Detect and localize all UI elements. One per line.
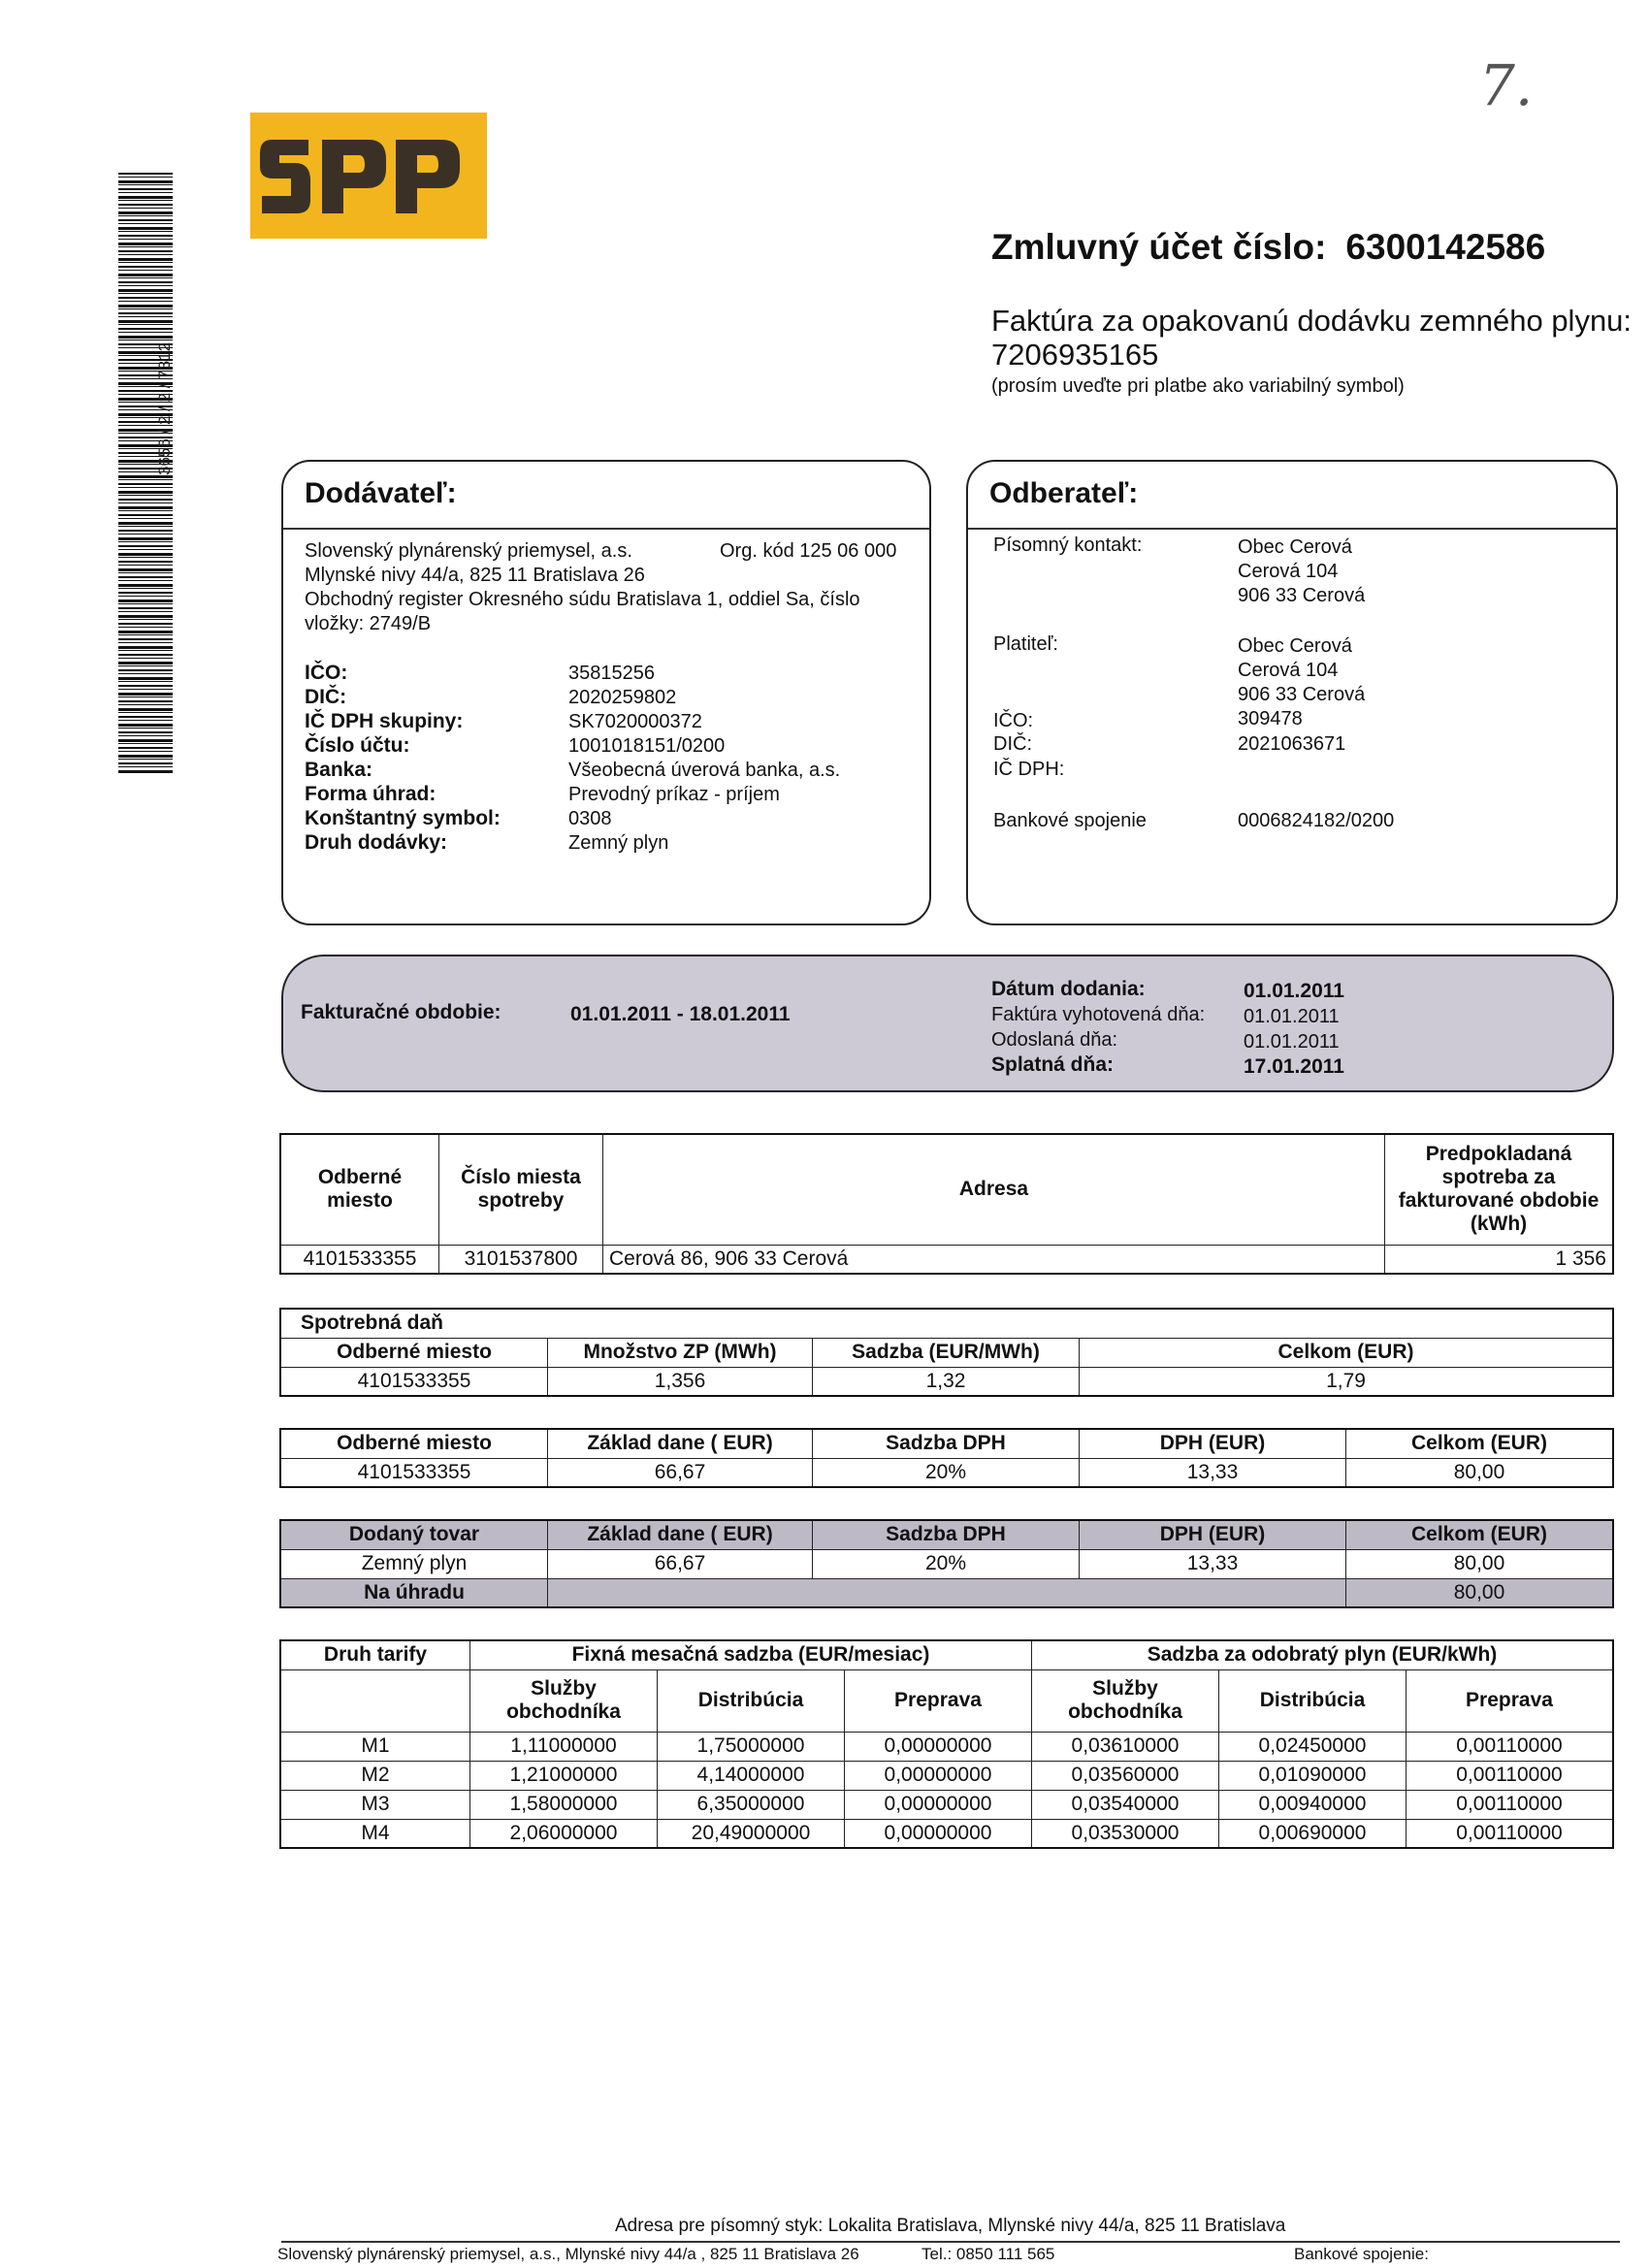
fixed-transport: 0,00000000 xyxy=(845,1790,1032,1819)
rate-merchant: 0,03540000 xyxy=(1032,1790,1219,1819)
customer-ico-label: IČO: xyxy=(993,710,1034,731)
fixed-merchant: 1,21000000 xyxy=(470,1761,658,1790)
customer-icdph-label: IČ DPH: xyxy=(993,759,1065,780)
supplier-account: 1001018151/0200 xyxy=(568,735,726,757)
vat-amount: 13,33 xyxy=(1080,1458,1346,1487)
customer-dic-label: DIČ: xyxy=(993,733,1032,755)
contact-label: Písomný kontakt: xyxy=(993,535,1143,556)
header-goods: Dodaný tovar xyxy=(280,1520,548,1549)
customer-bank: 0006824182/0200 xyxy=(1238,810,1395,831)
tariff-row xyxy=(280,1732,1613,1761)
header-spot-number: Číslo miesta spotreby xyxy=(439,1134,603,1245)
rate-transport: 0,00110000 xyxy=(1406,1761,1614,1790)
vat-table xyxy=(279,1428,1614,1488)
header-rate: Sadzba (EUR/MWh) xyxy=(813,1338,1080,1367)
spot-number: 3101537800 xyxy=(439,1245,603,1274)
customer-title: Odberateľ: xyxy=(989,477,1139,509)
spp-logo xyxy=(250,113,487,239)
divider xyxy=(283,528,929,530)
rate-transport: 0,00110000 xyxy=(1406,1790,1614,1819)
barcode-code: 3656 / 2 / 2 / 7312 xyxy=(155,341,174,475)
rate-merchant: 0,03530000 xyxy=(1032,1819,1219,1848)
fixed-distribution: 20,49000000 xyxy=(658,1819,845,1848)
header-distribution: Distribúcia xyxy=(658,1669,845,1732)
fixed-distribution: 4,14000000 xyxy=(658,1761,845,1790)
contact-line: Cerová 104 xyxy=(1238,561,1339,582)
supplier-field-label: Konštantný symbol: xyxy=(305,807,501,829)
supplier-field-label: Číslo účtu: xyxy=(305,734,410,757)
fixed-merchant: 1,58000000 xyxy=(470,1790,658,1819)
handwritten-mark: 7. xyxy=(1479,52,1534,118)
goods-table xyxy=(279,1519,1614,1608)
header-tax-base: Základ dane ( EUR) xyxy=(548,1520,813,1549)
issued-date: 01.01.2011 xyxy=(1244,1006,1340,1027)
header-site: Odberné miesto xyxy=(280,1338,548,1367)
issued-label: Faktúra vyhotovená dňa: xyxy=(991,1004,1206,1025)
header-address: Adresa xyxy=(603,1134,1385,1245)
rate-distribution: 0,00940000 xyxy=(1219,1790,1406,1819)
footer-bank-label: Bankové spojenie: xyxy=(1294,2245,1429,2263)
empty-header xyxy=(280,1669,470,1732)
supplier-box xyxy=(281,460,931,925)
tariff-name: M3 xyxy=(280,1790,470,1819)
tariff-name: M4 xyxy=(280,1819,470,1848)
payer-line: 906 33 Cerová xyxy=(1238,684,1366,705)
header-vat: DPH (EUR) xyxy=(1080,1429,1346,1458)
footer-address: Adresa pre písomný styk: Lokalita Bratislava, Mlynské nivy 44/a, 825 11 Bratislava xyxy=(615,2216,1286,2236)
header-vat: DPH (EUR) xyxy=(1080,1520,1346,1549)
delivery-date: 01.01.2011 xyxy=(1244,980,1344,1002)
excise-tax-table xyxy=(279,1308,1614,1397)
amount-due: 80,00 xyxy=(1346,1578,1614,1607)
fixed-transport: 0,00000000 xyxy=(845,1819,1032,1848)
contract-number: 6300142586 xyxy=(1345,227,1546,267)
site-address: Cerová 86, 906 33 Cerová xyxy=(603,1245,1385,1274)
goods-name: Zemný plyn xyxy=(280,1549,548,1578)
vat-amount: 13,33 xyxy=(1080,1549,1346,1578)
total-amount: 80,00 xyxy=(1346,1458,1614,1487)
footer-divider xyxy=(281,2241,1620,2243)
fixed-merchant: 1,11000000 xyxy=(470,1732,658,1761)
supplier-field-label: Banka: xyxy=(305,759,373,781)
due-label: Splatná dňa: xyxy=(991,1053,1115,1076)
excise-total: 1,79 xyxy=(1080,1367,1614,1396)
tariff-name: M1 xyxy=(280,1732,470,1761)
fixed-merchant: 2,06000000 xyxy=(470,1819,658,1848)
tariff-table xyxy=(279,1639,1614,1849)
header-total: Celkom (EUR) xyxy=(1080,1338,1614,1367)
supplier-constant-symbol: 0308 xyxy=(568,808,612,829)
invoice-title: Faktúra za opakovanú dodávku zemného plynu: xyxy=(991,304,1633,338)
header-fixed-rate: Fixná mesačná sadzba (EUR/mesiac) xyxy=(470,1640,1032,1669)
header-total: Celkom (EUR) xyxy=(1346,1429,1614,1458)
due-date: 17.01.2011 xyxy=(1244,1055,1344,1078)
supplier-address: Mlynské nivy 44/a, 825 11 Bratislava 26 xyxy=(305,565,645,586)
header-total: Celkom (EUR) xyxy=(1346,1520,1614,1549)
excise-rate: 1,32 xyxy=(813,1367,1080,1396)
footer-company: Slovenský plynárenský priemysel, a.s., Mlynské nivy 44/a , 825 11 Bratislava 26 xyxy=(277,2245,859,2263)
payer-line: Obec Cerová xyxy=(1238,635,1352,657)
rate-distribution: 0,02450000 xyxy=(1219,1732,1406,1761)
supplier-title: Dodávateľ: xyxy=(305,477,457,509)
fixed-distribution: 6,35000000 xyxy=(658,1790,845,1819)
customer-box xyxy=(966,460,1618,925)
header-transport: Preprava xyxy=(845,1669,1032,1732)
supplier-name: Slovenský plynárenský priemysel, a.s. xyxy=(305,540,632,562)
contact-line: Obec Cerová xyxy=(1238,536,1352,558)
supplier-ico: 35815256 xyxy=(568,663,655,684)
delivery-date-label: Dátum dodania: xyxy=(991,978,1146,1000)
header-vat-rate: Sadzba DPH xyxy=(813,1520,1080,1549)
header-tax-base: Základ dane ( EUR) xyxy=(548,1429,813,1458)
period-label: Fakturačné obdobie: xyxy=(301,1001,501,1023)
tariff-row xyxy=(280,1819,1613,1848)
tariff-name: M2 xyxy=(280,1761,470,1790)
amount-due-label: Na úhradu xyxy=(280,1578,548,1607)
rate-transport: 0,00110000 xyxy=(1406,1732,1614,1761)
supplier-field-label: IČ DPH skupiny: xyxy=(305,710,464,732)
tariff-row xyxy=(280,1761,1613,1790)
header-site: Odberné miesto xyxy=(280,1429,548,1458)
site-code: 4101533355 xyxy=(280,1458,548,1487)
customer-dic: 2021063671 xyxy=(1238,733,1346,755)
header-transport: Preprava xyxy=(1406,1669,1614,1732)
header-merchant-services: Služby obchodníka xyxy=(1032,1669,1219,1732)
footer-phone: Tel.: 0850 111 565 xyxy=(922,2245,1055,2263)
tax-base: 66,67 xyxy=(548,1458,813,1487)
supplier-field-label: Forma úhrad: xyxy=(305,783,436,805)
rate-merchant: 0,03560000 xyxy=(1032,1761,1219,1790)
fixed-distribution: 1,75000000 xyxy=(658,1732,845,1761)
header-distribution: Distribúcia xyxy=(1219,1669,1406,1732)
tariff-row xyxy=(280,1790,1613,1819)
sent-date: 01.01.2011 xyxy=(1244,1031,1340,1053)
period-value: 01.01.2011 - 18.01.2011 xyxy=(570,1003,791,1025)
contract-account xyxy=(991,227,1545,268)
supplier-field-label: IČO: xyxy=(305,662,348,684)
contact-line: 906 33 Cerová xyxy=(1238,585,1366,606)
fixed-transport: 0,00000000 xyxy=(845,1761,1032,1790)
supplier-org-code: Org. kód 125 06 000 xyxy=(720,540,897,562)
header-merchant-services: Služby obchodníka xyxy=(470,1669,658,1732)
header-quantity: Množstvo ZP (MWh) xyxy=(548,1338,813,1367)
customer-bank-label: Bankové spojenie xyxy=(993,810,1147,831)
header-vat-rate: Sadzba DPH xyxy=(813,1429,1080,1458)
supplier-dic: 2020259802 xyxy=(568,687,677,708)
variable-symbol-note: (prosím uveďte pri platbe ako variabilný symbol) xyxy=(991,375,1405,397)
header-expected-consumption: Predpokladaná spotreba za fakturované obdobie (kWh) xyxy=(1385,1134,1614,1245)
spp-logo-mark xyxy=(250,113,487,239)
supplier-field-label: DIČ: xyxy=(305,686,347,708)
supplier-bank: Všeobecná úverová banka, a.s. xyxy=(568,760,841,781)
payer-label: Platiteľ: xyxy=(993,633,1058,655)
excise-quantity: 1,356 xyxy=(548,1367,813,1396)
supplier-register: Obchodný register Okresného súdu Bratislava 1, oddiel Sa, číslo xyxy=(305,589,860,610)
site-code: 4101533355 xyxy=(280,1245,439,1274)
site-code: 4101533355 xyxy=(280,1367,548,1396)
supplier-field-label: Druh dodávky: xyxy=(305,831,448,854)
contract-label: Zmluvný účet číslo: xyxy=(991,227,1327,267)
payer-line: Cerová 104 xyxy=(1238,660,1339,681)
shaded-cell xyxy=(548,1578,1346,1607)
rate-transport: 0,00110000 xyxy=(1406,1819,1614,1848)
vat-rate: 20% xyxy=(813,1458,1080,1487)
excise-title: Spotrebná daň xyxy=(280,1309,1613,1338)
header-tariff: Druh tarify xyxy=(280,1640,470,1669)
rate-distribution: 0,00690000 xyxy=(1219,1819,1406,1848)
supplier-icdph: SK7020000372 xyxy=(568,711,702,732)
supplier-payment-form: Prevodný príkaz - príjem xyxy=(568,784,780,805)
fixed-transport: 0,00000000 xyxy=(845,1732,1032,1761)
rate-merchant: 0,03610000 xyxy=(1032,1732,1219,1761)
invoice-number: 7206935165 xyxy=(991,338,1159,372)
site-table xyxy=(279,1133,1614,1275)
header-site: Odberné miesto xyxy=(280,1134,439,1245)
total-amount: 80,00 xyxy=(1346,1549,1614,1578)
customer-ico: 309478 xyxy=(1238,708,1303,729)
expected-consumption: 1 356 xyxy=(1385,1245,1614,1274)
supplier-register-2: vložky: 2749/B xyxy=(305,613,432,634)
vat-rate: 20% xyxy=(813,1549,1080,1578)
sent-label: Odoslaná dňa: xyxy=(991,1029,1118,1051)
rate-distribution: 0,01090000 xyxy=(1219,1761,1406,1790)
supplier-delivery-type: Zemný plyn xyxy=(568,832,669,854)
tax-base: 66,67 xyxy=(548,1549,813,1578)
divider xyxy=(968,528,1616,530)
billing-period-box xyxy=(281,955,1614,1092)
header-gas-rate: Sadzba za odobratý plyn (EUR/kWh) xyxy=(1032,1640,1614,1669)
